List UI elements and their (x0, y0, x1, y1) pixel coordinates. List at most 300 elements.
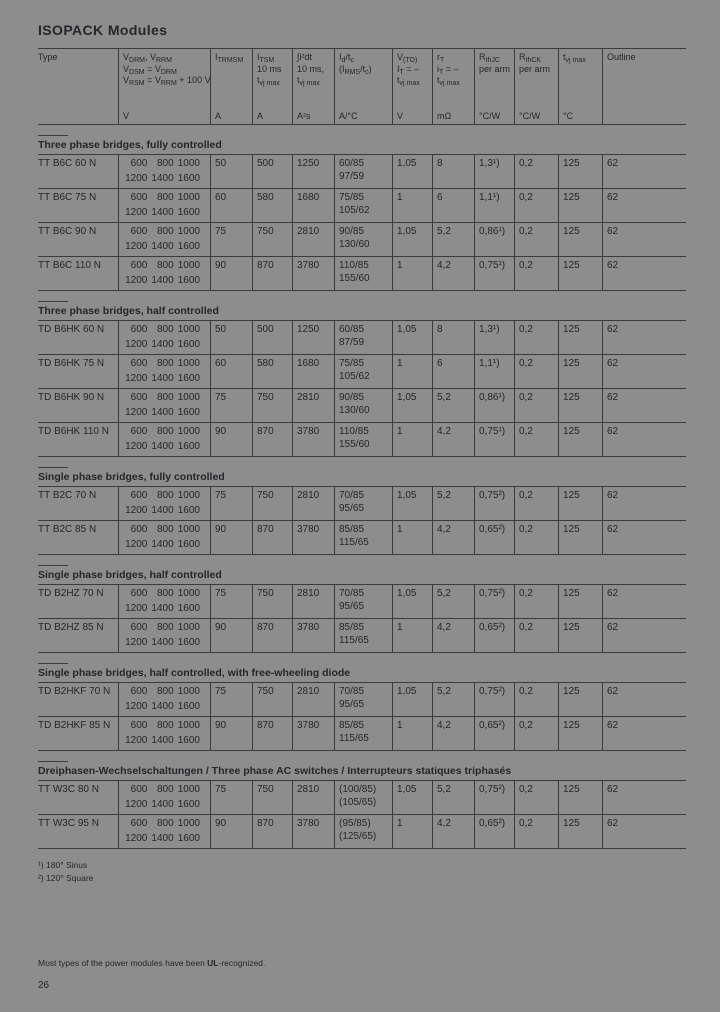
cell-rt: 6 (432, 355, 474, 388)
cell-itsm: 580 (252, 355, 292, 388)
id-tc-line: 85/85 (339, 720, 365, 731)
voltage-value: 800 (156, 324, 174, 335)
column-unit: A/°C (339, 110, 358, 121)
header-line: $r_T$ (437, 52, 445, 64)
cell-rt: 5,2 (432, 223, 474, 256)
header-line: $t_{vj max}$ (563, 52, 586, 64)
section-title: Single phase bridges, fully controlled (38, 471, 225, 483)
cell-rt: 4,2 (432, 717, 474, 750)
header-line: $(I_{RMS}/t_c)$ (339, 63, 372, 76)
voltage-value: 1400 (151, 538, 174, 550)
header-line: $R_{thCK}$ (519, 52, 542, 64)
cell-itsm: 580 (252, 189, 292, 222)
table-header-row (38, 48, 686, 125)
cell-rthck: 0,2 (514, 223, 558, 256)
voltage-value: 1600 (177, 372, 200, 384)
cell-itsm: 870 (252, 257, 292, 290)
id-tc-line: 115/65 (339, 733, 369, 744)
voltage-value: 1000 (177, 720, 200, 731)
cell-tvjmax: 125 (558, 423, 602, 456)
voltage-value: 1400 (151, 172, 174, 184)
id-tc-line: 87/59 (339, 337, 365, 348)
voltage-value: 1000 (177, 622, 200, 633)
column-header-rthck (514, 49, 558, 124)
cell-rthck: 0,2 (514, 619, 558, 652)
cell-tvjmax: 125 (558, 781, 602, 814)
cell-voltage-ratings (118, 585, 210, 618)
cell-vto: 1,05 (392, 683, 432, 716)
cell-id-tc (334, 521, 392, 554)
header-line: $t_{vj max}$ (397, 75, 420, 87)
spec-table (38, 48, 686, 849)
voltage-value: 1600 (177, 440, 200, 452)
id-tc-line: 95/65 (339, 503, 365, 514)
cell-type: TD B2HKF 70 N (38, 686, 111, 697)
cell-itsm: 750 (252, 389, 292, 422)
id-tc-line: 115/65 (339, 537, 369, 548)
voltage-value: 1000 (177, 358, 200, 369)
header-line: $t_{vj max}$ (297, 75, 320, 87)
cell-vto: 1 (392, 423, 432, 456)
cell-rthck: 0,2 (514, 585, 558, 618)
table-row (38, 716, 686, 750)
cell-vto: 1 (392, 815, 432, 848)
column-header-itrmsm (210, 49, 252, 124)
cell-id-tc (334, 815, 392, 848)
ul-note-suffix: -recognized. (218, 958, 266, 968)
header-line: $R_{thJC}$ (479, 52, 500, 64)
cell-rthjc: 1,3¹) (474, 321, 514, 354)
cell-itsm: 750 (252, 487, 292, 520)
cell-tvjmax: 125 (558, 155, 602, 188)
page-content (38, 22, 686, 885)
cell-itrmsm: 90 (210, 717, 252, 750)
cell-outline: 62 (602, 223, 686, 256)
column-unit: V (397, 110, 404, 121)
cell-tvjmax: 125 (558, 619, 602, 652)
voltage-value: 600 (130, 720, 148, 731)
voltage-value: 1400 (151, 504, 174, 516)
voltage-value: 1000 (177, 260, 200, 271)
cell-vto: 1 (392, 257, 432, 290)
voltage-value: 600 (130, 524, 148, 535)
cell-rthck: 0,2 (514, 521, 558, 554)
cell-i2t: 1250 (292, 321, 334, 354)
id-tc-line: 60/85 (339, 158, 365, 169)
voltage-value: 600 (130, 818, 148, 829)
cell-type: TD B2HZ 85 N (38, 622, 104, 633)
cell-i2t: 2810 (292, 781, 334, 814)
cell-rt: 4,2 (432, 521, 474, 554)
section-title: Three phase bridges, fully controlled (38, 139, 222, 151)
cell-tvjmax: 125 (558, 487, 602, 520)
cell-type: TT W3C 95 N (38, 818, 99, 829)
cell-type: TT B6C 75 N (38, 192, 97, 203)
cell-rthjc: 1,1¹) (474, 355, 514, 388)
cell-voltage-ratings (118, 717, 210, 750)
cell-id-tc (334, 355, 392, 388)
cell-tvjmax: 125 (558, 585, 602, 618)
column-header-tvjmax (558, 49, 602, 124)
id-tc-line: 90/85 (339, 392, 365, 403)
cell-rthjc: 0,65²) (474, 717, 514, 750)
voltage-value: 1400 (151, 406, 174, 418)
voltage-value: 800 (156, 358, 174, 369)
voltage-value: 800 (156, 588, 174, 599)
cell-tvjmax: 125 (558, 189, 602, 222)
voltage-value: 1200 (125, 636, 148, 648)
header-line: $V_{(TO)}$ (397, 52, 418, 64)
voltage-value: 1000 (177, 784, 200, 795)
id-tc-line: 70/85 (339, 686, 365, 697)
cell-itsm: 500 (252, 155, 292, 188)
cell-itsm: 750 (252, 585, 292, 618)
voltage-value: 1400 (151, 832, 174, 844)
cell-rthck: 0,2 (514, 155, 558, 188)
cell-rthck: 0,2 (514, 355, 558, 388)
id-tc-line: 75/85 (339, 358, 365, 369)
cell-i2t: 2810 (292, 223, 334, 256)
cell-type: TD B6HK 90 N (38, 392, 105, 403)
column-header-lines (215, 52, 249, 64)
id-tc-line: (125/65) (339, 831, 377, 842)
cell-tvjmax: 125 (558, 257, 602, 290)
column-header-rt (432, 49, 474, 124)
cell-tvjmax: 125 (558, 223, 602, 256)
cell-id-tc (334, 189, 392, 222)
cell-itrmsm: 50 (210, 155, 252, 188)
cell-itrmsm: 90 (210, 521, 252, 554)
ul-note-bold: UL (207, 958, 219, 968)
voltage-value: 1200 (125, 504, 148, 516)
id-tc-line: 105/62 (339, 371, 370, 382)
section-block (38, 486, 686, 555)
cell-itrmsm: 90 (210, 257, 252, 290)
cell-vto: 1 (392, 355, 432, 388)
cell-id-tc (334, 257, 392, 290)
cell-rthjc: 1,3¹) (474, 155, 514, 188)
cell-itrmsm: 75 (210, 389, 252, 422)
voltage-value: 800 (156, 622, 174, 633)
voltage-value: 1000 (177, 524, 200, 535)
id-tc-line: 90/85 (339, 226, 365, 237)
voltage-value: 800 (156, 784, 174, 795)
voltage-value: 800 (156, 686, 174, 697)
cell-rt: 6 (432, 189, 474, 222)
voltage-value: 1600 (177, 172, 200, 184)
cell-rt: 8 (432, 321, 474, 354)
cell-i2t: 1250 (292, 155, 334, 188)
voltage-value: 1000 (177, 588, 200, 599)
cell-rthjc: 0,86¹) (474, 223, 514, 256)
voltage-value: 1000 (177, 158, 200, 169)
cell-tvjmax: 125 (558, 521, 602, 554)
section-block (38, 320, 686, 457)
cell-type: TD B6HK 60 N (38, 324, 105, 335)
cell-type: TT B6C 110 N (38, 260, 101, 271)
cell-vto: 1 (392, 717, 432, 750)
footnotes (38, 859, 686, 885)
cell-voltage-ratings (118, 389, 210, 422)
header-line: ∫i²dt (297, 52, 312, 62)
id-tc-line: 95/65 (339, 601, 365, 612)
id-tc-line: 115/65 (339, 635, 369, 646)
column-header-i2t (292, 49, 334, 124)
column-header-lines (397, 52, 429, 87)
table-row (38, 256, 686, 290)
cell-itsm: 750 (252, 781, 292, 814)
column-header-lines (563, 52, 599, 64)
table-sections (38, 135, 686, 849)
cell-itrmsm: 75 (210, 781, 252, 814)
voltage-value: 600 (130, 622, 148, 633)
cell-tvjmax: 125 (558, 815, 602, 848)
header-line: per arm (479, 63, 511, 74)
cell-rthjc: 0,75²) (474, 683, 514, 716)
cell-id-tc (334, 619, 392, 652)
voltage-value: 1000 (177, 324, 200, 335)
cell-itsm: 870 (252, 423, 292, 456)
voltage-value: 800 (156, 490, 174, 501)
voltage-value: 1200 (125, 406, 148, 418)
cell-voltage-ratings (118, 521, 210, 554)
section-block (38, 682, 686, 751)
cell-id-tc (334, 487, 392, 520)
cell-vto: 1,05 (392, 487, 432, 520)
cell-tvjmax: 125 (558, 389, 602, 422)
header-line: per arm (519, 63, 551, 74)
cell-rthjc: 0,75²) (474, 781, 514, 814)
cell-rt: 4,2 (432, 619, 474, 652)
cell-rthck: 0,2 (514, 321, 558, 354)
voltage-value: 1200 (125, 440, 148, 452)
voltage-value: 1200 (125, 338, 148, 350)
column-unit: V (123, 110, 130, 121)
cell-outline: 62 (602, 257, 686, 290)
cell-outline: 62 (602, 683, 686, 716)
cell-rthck: 0,2 (514, 423, 558, 456)
cell-tvjmax: 125 (558, 683, 602, 716)
cell-outline: 62 (602, 155, 686, 188)
table-row (38, 422, 686, 456)
voltage-value: 1000 (177, 490, 200, 501)
cell-i2t: 2810 (292, 683, 334, 716)
column-unit: °C (563, 110, 574, 121)
column-unit (607, 111, 683, 123)
cell-vto: 1,05 (392, 321, 432, 354)
table-row (38, 814, 686, 848)
table-row (38, 618, 686, 652)
column-unit: °C/W (519, 110, 541, 121)
voltage-value: 1000 (177, 426, 200, 437)
column-header-lines (519, 52, 555, 75)
id-tc-line: 60/85 (339, 324, 365, 335)
voltage-value: 800 (156, 158, 174, 169)
header-line: $I_T$ = – (397, 63, 420, 76)
voltage-value: 1400 (151, 734, 174, 746)
cell-itsm: 870 (252, 521, 292, 554)
voltage-value: 1400 (151, 798, 174, 810)
table-row (38, 321, 686, 354)
cell-id-tc (334, 155, 392, 188)
voltage-value: 1400 (151, 636, 174, 648)
cell-outline: 62 (602, 521, 686, 554)
header-line: $I_d/t_c$ (339, 52, 354, 64)
voltage-value: 1600 (177, 538, 200, 550)
cell-itsm: 750 (252, 223, 292, 256)
cell-rthck: 0,2 (514, 717, 558, 750)
id-tc-line: 130/60 (339, 239, 370, 250)
column-header-voltage (118, 49, 210, 124)
table-row (38, 781, 686, 814)
cell-i2t: 3780 (292, 257, 334, 290)
voltage-value: 600 (130, 426, 148, 437)
header-line: $i_T$ = – (437, 63, 459, 76)
cell-voltage-ratings (118, 189, 210, 222)
cell-vto: 1,05 (392, 223, 432, 256)
cell-rthck: 0,2 (514, 487, 558, 520)
cell-itrmsm: 60 (210, 189, 252, 222)
cell-rthck: 0,2 (514, 815, 558, 848)
id-tc-line: 155/60 (339, 273, 370, 284)
voltage-value: 1200 (125, 602, 148, 614)
header-line: $I_{TRMSM}$ (215, 52, 244, 64)
footnote-2: ²) 120° Square (38, 873, 94, 883)
id-tc-line: 110/85 (339, 260, 369, 271)
cell-vto: 1 (392, 189, 432, 222)
header-line: $I_{TSM}$ (257, 52, 275, 64)
cell-voltage-ratings (118, 815, 210, 848)
cell-itrmsm: 75 (210, 683, 252, 716)
cell-id-tc (334, 321, 392, 354)
cell-type: TT B6C 90 N (38, 226, 97, 237)
ul-note (38, 958, 265, 968)
column-header-vto (392, 49, 432, 124)
cell-itrmsm: 90 (210, 815, 252, 848)
column-header-itsm (252, 49, 292, 124)
cell-id-tc (334, 781, 392, 814)
cell-tvjmax: 125 (558, 355, 602, 388)
voltage-value: 1000 (177, 818, 200, 829)
voltage-value: 1000 (177, 686, 200, 697)
section-title: Three phase bridges, half controlled (38, 305, 219, 317)
column-header-lines (607, 52, 683, 64)
id-tc-line: (105/65) (339, 797, 377, 808)
cell-type: TT B2C 85 N (38, 524, 97, 535)
voltage-value: 1400 (151, 240, 174, 252)
cell-outline: 62 (602, 189, 686, 222)
cell-voltage-ratings (118, 487, 210, 520)
table-row (38, 388, 686, 422)
column-unit: A²s (297, 110, 311, 121)
cell-type: TT B6C 60 N (38, 158, 97, 169)
column-header-lines (123, 52, 211, 87)
voltage-value: 600 (130, 490, 148, 501)
cell-voltage-ratings (118, 355, 210, 388)
column-unit (38, 111, 115, 123)
voltage-value: 600 (130, 392, 148, 403)
id-tc-line: 70/85 (339, 588, 365, 599)
cell-itrmsm: 90 (210, 619, 252, 652)
column-unit: mΩ (437, 110, 452, 121)
cell-voltage-ratings (118, 619, 210, 652)
cell-rthck: 0,2 (514, 683, 558, 716)
cell-itsm: 870 (252, 815, 292, 848)
voltage-value: 1400 (151, 372, 174, 384)
header-line: $V_{RSM} = V_{RRM} + 100$ V (123, 75, 211, 87)
cell-outline: 62 (602, 487, 686, 520)
cell-outline: 62 (602, 389, 686, 422)
cell-itrmsm: 75 (210, 585, 252, 618)
voltage-value: 1200 (125, 240, 148, 252)
header-line: Type (38, 52, 58, 62)
cell-rt: 5,2 (432, 487, 474, 520)
footnote-1: ¹) 180° Sinus (38, 860, 88, 870)
cell-outline: 62 (602, 585, 686, 618)
voltage-value: 600 (130, 324, 148, 335)
cell-outline: 62 (602, 717, 686, 750)
voltage-value: 1600 (177, 240, 200, 252)
cell-itrmsm: 75 (210, 487, 252, 520)
voltage-value: 1400 (151, 700, 174, 712)
column-header-lines (437, 52, 471, 87)
column-unit: °C/W (479, 110, 501, 121)
cell-type: TD B6HK 110 N (38, 426, 109, 437)
cell-itrmsm: 50 (210, 321, 252, 354)
voltage-value: 600 (130, 784, 148, 795)
id-tc-line: 130/60 (339, 405, 370, 416)
cell-itsm: 870 (252, 717, 292, 750)
cell-type: TD B2HZ 70 N (38, 588, 104, 599)
cell-vto: 1,05 (392, 781, 432, 814)
voltage-value: 1200 (125, 700, 148, 712)
cell-tvjmax: 125 (558, 717, 602, 750)
cell-rthjc: 0,75¹) (474, 423, 514, 456)
cell-i2t: 1680 (292, 355, 334, 388)
voltage-value: 600 (130, 686, 148, 697)
voltage-value: 1400 (151, 206, 174, 218)
cell-itsm: 870 (252, 619, 292, 652)
cell-itsm: 500 (252, 321, 292, 354)
cell-id-tc (334, 423, 392, 456)
voltage-value: 1400 (151, 440, 174, 452)
cell-id-tc (334, 389, 392, 422)
table-row (38, 520, 686, 554)
column-header-lines (38, 52, 115, 64)
voltage-value: 600 (130, 226, 148, 237)
cell-vto: 1,05 (392, 389, 432, 422)
id-tc-line: 85/85 (339, 622, 365, 633)
voltage-value: 1600 (177, 798, 200, 810)
cell-i2t: 1680 (292, 189, 334, 222)
cell-i2t: 3780 (292, 717, 334, 750)
voltage-value: 1600 (177, 504, 200, 516)
cell-outline: 62 (602, 619, 686, 652)
cell-outline: 62 (602, 781, 686, 814)
voltage-value: 800 (156, 818, 174, 829)
id-tc-line: (95/85) (339, 818, 371, 829)
cell-itrmsm: 90 (210, 423, 252, 456)
voltage-value: 1200 (125, 734, 148, 746)
cell-rt: 4,2 (432, 257, 474, 290)
cell-rthjc: 0,65²) (474, 521, 514, 554)
section-title: Dreiphasen-Wechselschaltungen / Three phase AC switches / Interrupteurs statiques triphasés (38, 765, 512, 777)
cell-rthck: 0,2 (514, 781, 558, 814)
section-title: Single phase bridges, half controlled (38, 569, 222, 581)
cell-outline: 62 (602, 355, 686, 388)
cell-i2t: 2810 (292, 487, 334, 520)
cell-outline: 62 (602, 423, 686, 456)
